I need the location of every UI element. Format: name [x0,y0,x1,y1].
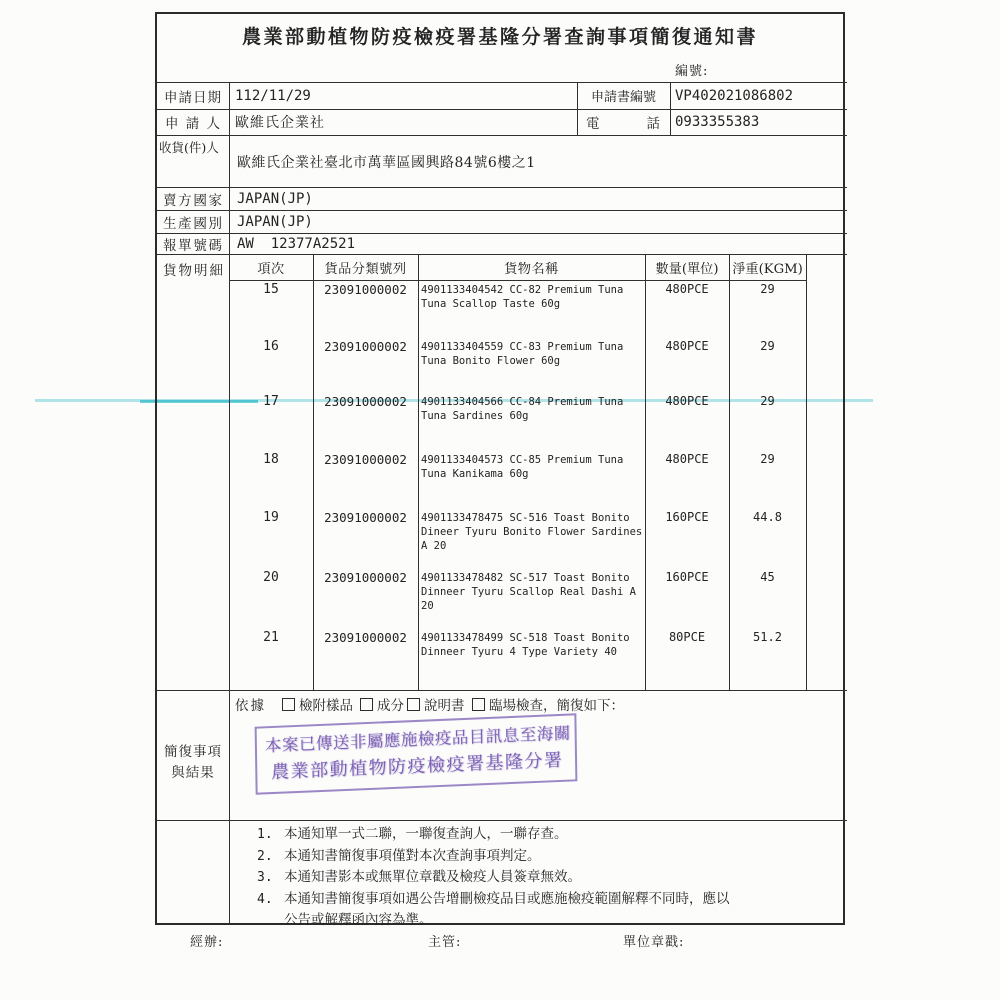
goods-header-qty: 數量(單位) [655,261,719,277]
divider [670,82,671,135]
phone-label: 電話 [586,116,661,132]
page-title: 農業部動植物防疫檢疫署基隆分署查詢事項簡復通知書 [241,26,758,48]
note-item [257,846,736,868]
serial-label: 編號: [675,64,709,79]
stamp-line2: 農業部動植物防疫檢疫署基隆分署 [270,749,564,784]
note-text: 本通知單一式二聯，一聯復查詢人，一聯存查。 [284,826,568,842]
production-country-label: 生產國別 [163,215,223,232]
item-weight: 29 [760,452,775,466]
note-number: 2. [257,848,273,864]
item-no: 19 [263,510,279,525]
item-weight: 29 [760,394,775,408]
declaration-no-label-cell [157,233,229,254]
item-no: 16 [263,339,279,354]
phone-value: 0933355383 [675,114,760,130]
basis-option-ingredient [360,694,404,714]
declaration-no-value: AW 12377A2521 [237,235,356,252]
item-qty: 480PCE [665,452,709,466]
item-no: 20 [263,570,279,585]
item-name: 4901133404542 CC-82 Premium Tuna Tuna Scallop Taste 60g [421,284,624,310]
production-country-label-cell [157,210,229,233]
item-code: 23091000002 [324,570,407,585]
apply-date-label-cell [157,82,229,109]
item-no: 17 [263,394,279,409]
item-code: 23091000002 [324,630,407,645]
reply-label [157,742,229,784]
note-item [257,889,736,932]
item-name: 4901133478475 SC-516 Toast Bonito Dineer Tyuru Bonito Flower Sardines A 20 [421,512,643,552]
notes-list [257,824,736,932]
goods-row [229,394,806,423]
goods-row [229,630,806,659]
note-text: 本通知書簡復事項如遇公告增刪檢疫品目或應施檢疫範圍解釋不同時，應以公告或解釋函內容為準。 [284,890,730,928]
applicant-label: 申請人 [165,116,221,132]
application-no-label: 申請書編號 [590,90,656,105]
note-text: 本通知書簡復事項僅對本次查詢事項判定。 [284,847,541,864]
item-weight: 29 [760,282,775,296]
handler-label: 經辦: [190,935,224,950]
divider [229,280,806,281]
production-country-value: JAPAN(JP) [237,213,313,230]
apply-date-label: 申請日期 [164,89,222,106]
item-code: 23091000002 [324,282,407,297]
item-weight: 44.8 [753,510,782,524]
item-code: 23091000002 [324,510,407,525]
basis-option-label: 說明書 [424,698,465,714]
item-qty: 160PCE [665,510,709,524]
item-weight: 45 [760,570,775,584]
basis-option-sample [282,694,353,714]
note-item [257,867,736,889]
basis-option-onsite [472,694,624,714]
note-item [257,824,736,846]
note-number: 4. [257,891,273,907]
stamp-line1: 本案已傳送非屬應施檢疫品目訊息至海關 [264,723,571,756]
seller-country-label: 賣方國家 [163,192,223,209]
item-code: 23091000002 [324,339,407,354]
goods-header-weight: 淨重(KGM) [732,261,803,277]
item-name: 4901133478482 SC-517 Toast Bonito Dinneer Tyuru Scallop Real Dashi A 20 [421,572,636,612]
applicant-value: 歐維氏企業社 [235,115,325,131]
consignee-value: 歐維氏企業社臺北市萬華區國興路84號6樓之1 [237,155,536,171]
application-no-value: VP402021086802 [675,87,794,104]
checkbox-icon [282,698,295,711]
applicant-label-cell [157,109,229,135]
reply-label-line2: 與結果 [171,765,215,781]
consignee-label: 收貨(件)人 [159,140,219,155]
item-no: 21 [263,630,279,645]
basis-label: 依據 [235,698,266,714]
basis-option-label: 成分 [377,698,404,714]
supervisor-label: 主管: [428,935,462,950]
official-stamp [255,713,578,794]
seller-country-label-cell [157,187,229,210]
item-weight: 29 [760,339,775,353]
unit-seal-label: 單位章戳: [623,935,685,950]
item-qty: 480PCE [665,339,709,353]
item-name: 4901133404566 CC-84 Premium Tuna Tuna Sardines 60g [421,396,624,422]
goods-header-code: 貨品分類號列 [324,261,407,277]
divider [157,820,847,821]
item-no: 15 [263,282,279,297]
apply-date-value: 112/11/29 [235,87,311,104]
note-text: 本通知書影本或無單位章戳及檢疫人員簽章無效。 [284,869,581,885]
divider [157,135,847,136]
goods-row [229,570,806,613]
form-border [155,12,845,928]
item-qty: 80PCE [668,630,706,644]
goods-row [229,510,806,553]
goods-row [229,282,806,311]
divider [229,82,230,925]
item-qty: 160PCE [665,570,709,584]
item-code: 23091000002 [324,394,407,409]
goods-row [229,452,806,481]
reply-label-line1: 簡復事項 [164,744,222,760]
divider [806,254,807,690]
item-code: 23091000002 [324,452,407,467]
checkbox-icon [407,698,420,711]
goods-row [229,339,806,368]
item-qty: 480PCE [665,394,709,408]
item-name: 4901133478499 SC-518 Toast Bonito Dinneer Tyuru 4 Type Variety 40 [421,632,630,658]
divider [157,690,847,691]
seller-country-value: JAPAN(JP) [237,190,313,207]
item-qty: 480PCE [665,282,709,296]
item-name: 4901133404559 CC-83 Premium Tuna Tuna Bonito Flower 60g [421,341,624,367]
basis-option-label: 檢附樣品 [299,698,353,714]
item-name: 4901133404573 CC-85 Premium Tuna Tuna Kanikama 60g [421,454,624,480]
checkbox-icon [360,698,373,711]
note-number: 1. [257,827,273,842]
phone-label-cell [577,109,670,135]
item-weight: 51.2 [753,630,782,644]
basis-option-label: 臨場檢查 [489,698,543,714]
goods-header-name: 貨物名稱 [504,261,559,277]
basis-suffix: ，簡復如下： [543,698,624,714]
note-number: 3. [257,870,273,885]
basis-option-manual [407,694,465,714]
item-no: 18 [263,452,279,467]
checkbox-icon [472,698,485,711]
goods-section-label: 貨物明細 [163,263,225,279]
declaration-no-label: 報單號碼 [163,237,223,254]
goods-header-no: 項次 [257,261,285,277]
